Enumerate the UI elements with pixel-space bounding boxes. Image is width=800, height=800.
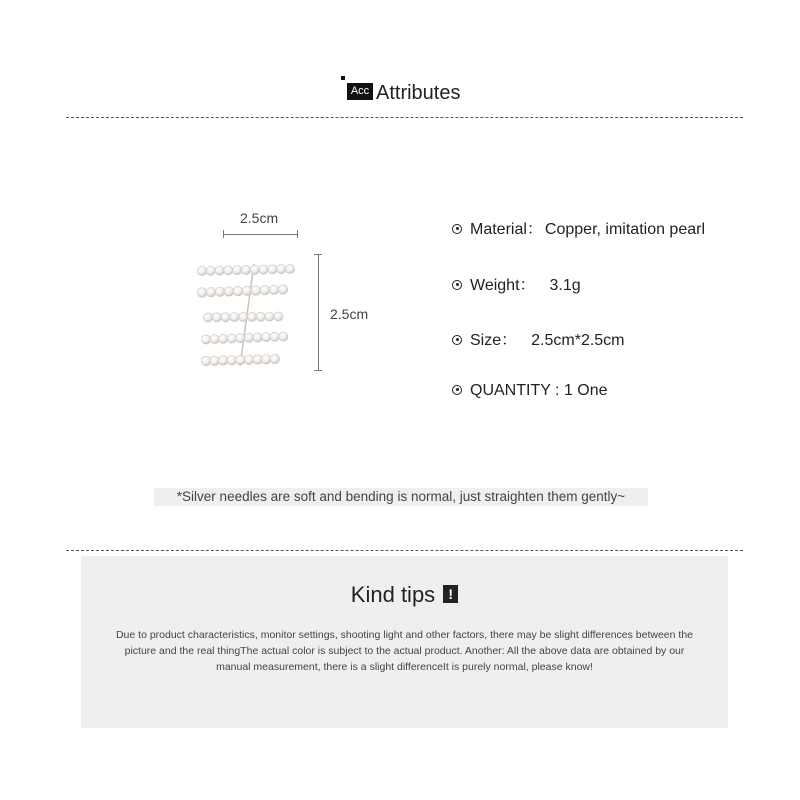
pearl [244, 355, 254, 365]
pearl [262, 333, 271, 342]
width-tick-right [297, 230, 298, 238]
exclamation-icon: ! [443, 585, 458, 603]
pearl [259, 265, 268, 274]
pearl [251, 286, 261, 296]
height-dimension-label: 2.5cm [330, 306, 369, 322]
dashed-divider-top [66, 117, 743, 118]
pearl [233, 266, 242, 275]
pearl [203, 313, 212, 322]
pearl [244, 333, 253, 342]
width-tick-left [223, 230, 224, 238]
pearl [274, 312, 283, 321]
pearl [221, 313, 230, 322]
dashed-divider-bottom [66, 550, 743, 551]
pearl [215, 287, 225, 297]
pearl [210, 335, 219, 344]
pearl [227, 356, 237, 366]
bullet-icon [452, 280, 462, 290]
attribute-label: Size： [470, 332, 518, 349]
pearl [279, 332, 288, 341]
pearl [253, 333, 262, 342]
pearl [269, 285, 279, 295]
kind-tips-heading: Kind tips [350, 582, 436, 607]
kind-tips-text: Due to product characteristics, monitor settings, shooting light and other factors, there may be slight differences between the picture and the real thingThe actual color is subject to the actual product. Another: All the above data are obtained by our manual measurement, there is a slight differenceIt is purely normal, please know! [115, 629, 694, 673]
attribute-value: 3.1g [549, 277, 581, 294]
pearl [261, 355, 271, 365]
pearl [242, 286, 252, 296]
attribute-label: Weight： [470, 277, 536, 294]
bullet-icon [452, 224, 462, 234]
pearl [253, 355, 263, 365]
pearl [201, 356, 211, 366]
pearl [256, 312, 265, 321]
bullet-icon [452, 335, 462, 345]
attribute-label: QUANTITY : 1 One [470, 382, 608, 399]
pearl [197, 288, 207, 298]
kind-tips-panel [81, 556, 728, 728]
pearl [236, 355, 246, 365]
pearl [218, 356, 228, 366]
pearl [215, 266, 224, 275]
attribute-quantity [452, 381, 608, 401]
pearl [201, 335, 210, 344]
section-title: Attributes [376, 82, 461, 104]
pearl [197, 266, 206, 275]
attribute-weight [452, 276, 581, 296]
height-tick-bottom [314, 370, 322, 371]
pearl [270, 354, 280, 364]
width-dimension-line [223, 234, 297, 235]
care-note: *Silver needles are soft and bending is normal, just straighten them gently~ [154, 488, 648, 506]
attribute-size [452, 331, 625, 351]
header-dot [341, 76, 345, 80]
pearl [260, 285, 270, 295]
pearl [239, 312, 248, 321]
height-tick-top [314, 254, 322, 255]
pearl [210, 356, 220, 366]
pearl [268, 265, 277, 274]
header-badge: Acc [347, 83, 373, 100]
pearl [224, 266, 233, 275]
pearl [227, 334, 236, 343]
pearl [206, 266, 215, 275]
attribute-material [452, 220, 705, 240]
pearl [219, 334, 228, 343]
pearl [206, 287, 216, 297]
kind-tips-title [81, 582, 728, 608]
pearl-ear-cuff-image [192, 256, 302, 374]
pearl [265, 312, 274, 321]
pearl [278, 285, 288, 295]
pearl [212, 313, 221, 322]
pearl [236, 334, 245, 343]
attribute-label: Material： [470, 221, 543, 238]
attribute-value: Copper, imitation pearl [544, 221, 706, 238]
bullet-icon [452, 385, 462, 395]
pearl [270, 332, 279, 341]
pearl [285, 264, 294, 273]
pearl [247, 312, 256, 321]
pearl [233, 286, 243, 296]
pearl [277, 265, 286, 274]
pearl [241, 265, 250, 274]
pearl [230, 313, 239, 322]
pearl [250, 265, 259, 274]
attribute-value: 2.5cm*2.5cm [531, 332, 625, 349]
pearl [224, 287, 234, 297]
height-dimension-line [318, 254, 319, 370]
width-dimension-label: 2.5cm [240, 210, 279, 226]
